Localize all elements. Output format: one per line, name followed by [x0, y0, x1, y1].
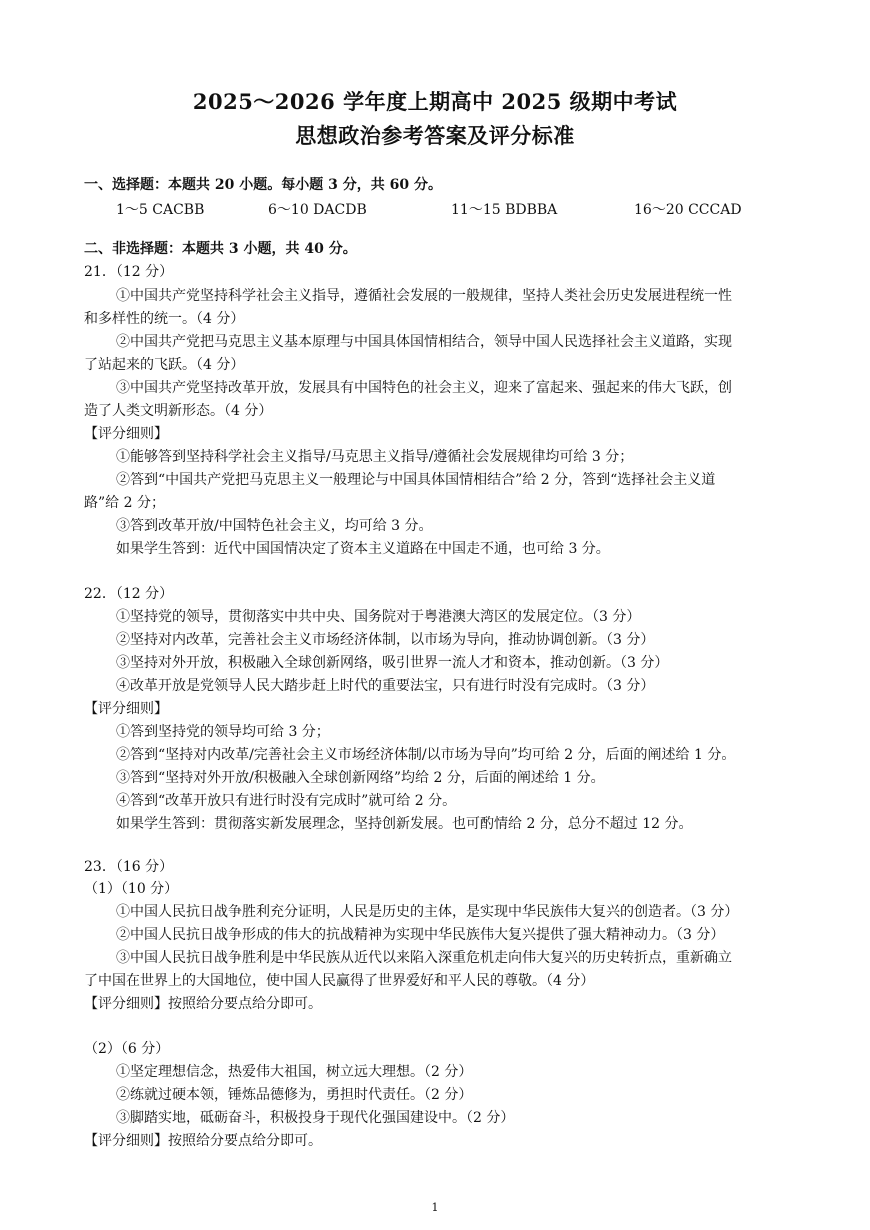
q23-sub1-point-2: ②中国人民抗日战争形成的伟大的抗战精神为实现中华民族伟大复兴提供了强大精神动力。（3 分）	[116, 927, 725, 943]
answer-group-1: 1～5 CACBB	[116, 202, 205, 218]
answer-group-4: 16～20 CCCAD	[634, 202, 742, 218]
q22-rubric-2: ②答到“坚持对内改革/完善社会主义市场经济体制/以市场为导向”均可给 2 分，后面的阐述给 1 分。	[116, 747, 736, 763]
q21-rubric-1: ①能够答到坚持科学社会主义指导/马克思主义指导/遵循社会发展规律均可给 3 分；	[116, 449, 634, 465]
section1-heading: 一、选择题：本题共 20 小题。每小题 3 分，共 60 分。	[84, 177, 442, 193]
page-title: 2025～2026 学年度上期高中 2025 级期中考试	[192, 89, 678, 114]
page-subtitle: 思想政治参考答案及评分标准	[295, 123, 575, 148]
q23-sub2-point-2: ②练就过硬本领，锤炼品德修为，勇担时代责任。（2 分）	[116, 1087, 473, 1103]
q21-point-2b: 了站起来的飞跃。（4 分）	[84, 357, 245, 373]
q23-sub1-label: （1）（10 分）	[84, 881, 179, 897]
q21-rubric-heading: 【评分细则】	[84, 426, 168, 442]
q23-sub2-label: （2）（6 分）	[84, 1041, 170, 1057]
q21-rubric-4: 如果学生答到：近代中国国情决定了资本主义道路在中国走不通，也可给 3 分。	[116, 541, 610, 557]
q22-rubric-1: ①答到坚持党的领导均可给 3 分；	[116, 724, 330, 740]
q21-point-1b: 和多样性的统一。（4 分）	[84, 311, 245, 327]
q21-rubric-2b: 路”给 2 分；	[84, 495, 165, 511]
q23-sub2-point-1: ①坚定理想信念，热爱伟大祖国，树立远大理想。（2 分）	[116, 1064, 473, 1080]
q22-rubric-5: 如果学生答到：贯彻落实新发展理念，坚持创新发展。也可酌情给 2 分，总分不超过 12 分。	[116, 816, 693, 832]
q22-point-1: ①坚持党的领导，贯彻落实中共中央、国务院对于粤港澳大湾区的发展定位。（3 分）	[116, 609, 641, 625]
q21-point-1a: ①中国共产党坚持科学社会主义指导，遵循社会发展的一般规律，坚持人类社会历史发展进程统一性	[116, 288, 732, 304]
q23-sub2-rubric: 【评分细则】按照给分要点给分即可。	[84, 1133, 322, 1149]
section2-heading: 二、非选择题：本题共 3 小题，共 40 分。	[84, 241, 357, 257]
answer-group-2: 6～10 DACDB	[268, 202, 367, 218]
q23-sub1-rubric: 【评分细则】按照给分要点给分即可。	[84, 996, 322, 1012]
q21-point-2a: ②中国共产党把马克思主义基本原理与中国具体国情相结合，领导中国人民选择社会主义道路，实现	[116, 334, 732, 350]
q21-point-3b: 造了人类文明新形态。（4 分）	[84, 403, 273, 419]
q22-rubric-4: ④答到“改革开放只有进行时没有完成时”就可给 2 分。	[116, 793, 457, 809]
q22-point-3: ③坚持对外开放，积极融入全球创新网络，吸引世界一流人才和资本，推动创新。（3 分）	[116, 655, 669, 671]
q22-rubric-heading: 【评分细则】	[84, 701, 168, 717]
q23-sub1-point-3b: 了中国在世界上的大国地位，使中国人民赢得了世界爱好和平人民的尊敬。（4 分）	[84, 973, 595, 989]
q23-sub2-point-3: ③脚踏实地，砥砺奋斗，积极投身于现代化强国建设中。（2 分）	[116, 1110, 515, 1126]
page-number: 1	[431, 1201, 439, 1214]
q22-point-4: ④改革开放是党领导人民大踏步赶上时代的重要法宝，只有进行时没有完成时。（3 分）	[116, 678, 655, 694]
q22-rubric-3: ③答到“坚持对外开放/积极融入全球创新网络”均给 2 分，后面的阐述给 1 分。	[116, 770, 605, 786]
q21-point-3a: ③中国共产党坚持改革开放，发展具有中国特色的社会主义，迎来了富起来、强起来的伟大飞跃，创	[116, 380, 732, 396]
q21-rubric-2a: ②答到“中国共产党把马克思主义一般理论与中国具体国情相结合”给 2 分，答到“选择社会主义道	[116, 472, 716, 488]
q23-sub1-point-1: ①中国人民抗日战争胜利充分证明，人民是历史的主体，是实现中华民族伟大复兴的创造者。（3 分）	[116, 904, 739, 920]
q21-label: 21．（12 分）	[84, 264, 174, 280]
answer-group-3: 11～15 BDBBA	[451, 202, 558, 218]
q21-rubric-3: ③答到改革开放/中国特色社会主义，均可给 3 分。	[116, 518, 433, 534]
q23-label: 23．（16 分）	[84, 859, 174, 875]
q22-point-2: ②坚持对内改革，完善社会主义市场经济体制，以市场为导向，推动协调创新。（3 分）	[116, 632, 655, 648]
q23-sub1-point-3a: ③中国人民抗日战争胜利是中华民族从近代以来陷入深重危机走向伟大复兴的历史转折点，重新确立	[116, 950, 732, 966]
q22-label: 22．（12 分）	[84, 586, 174, 602]
